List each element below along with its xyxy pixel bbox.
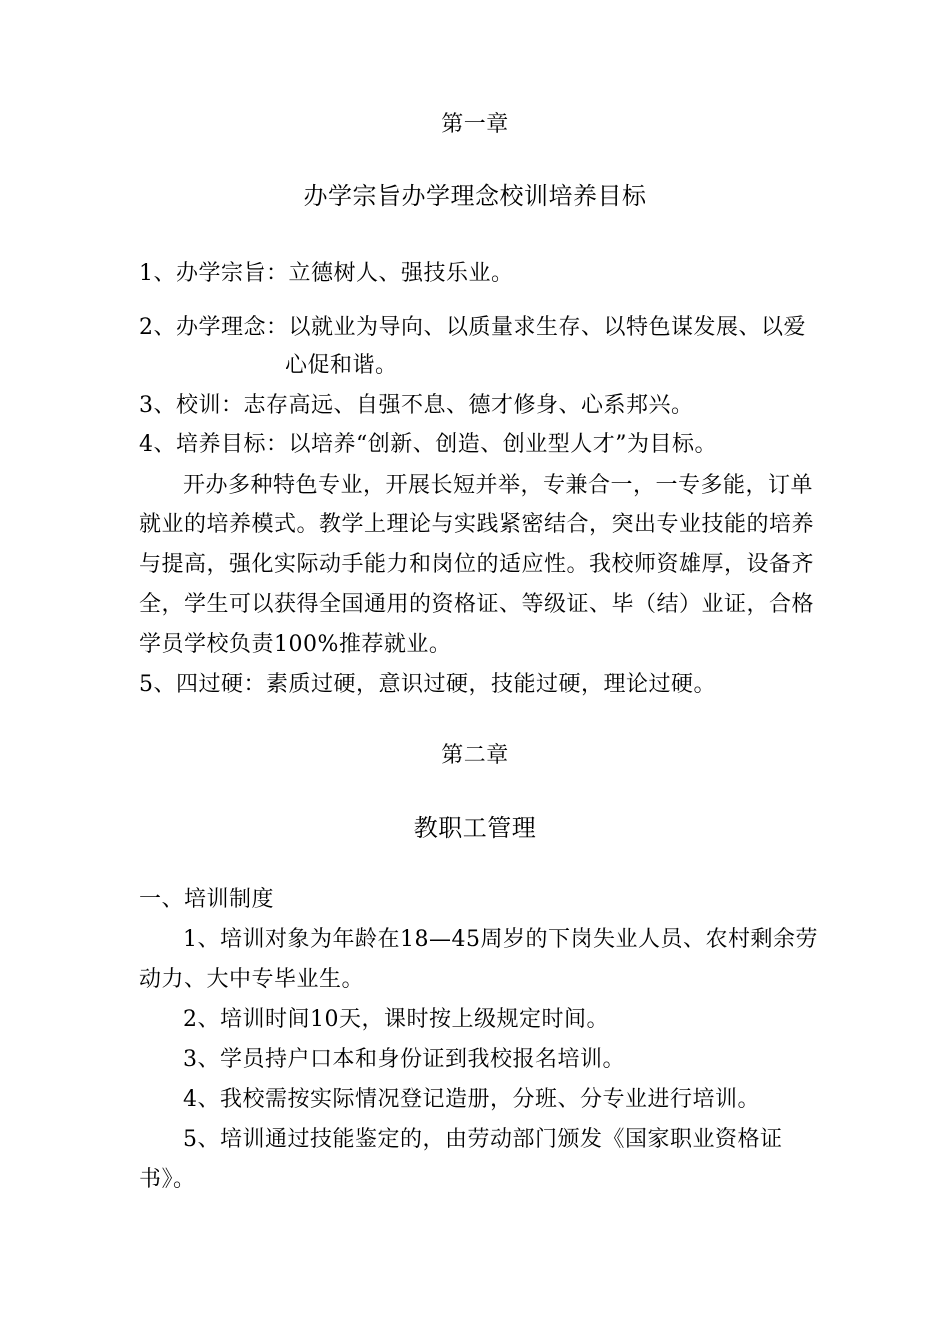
chapter-2-heading: 第二章 [441, 743, 509, 768]
paragraph-line: 开办多种特色专业，开展长短并举，专兼合一，一专多能，订单 [183, 473, 814, 498]
item-2-school-philosophy: 2、办学理念：以就业为导向、以质量求生存、以特色谋发展、以爱 [139, 315, 806, 340]
paragraph-line: 学员学校负责100%推荐就业。 [139, 632, 452, 657]
training-rule-line: 1、培训对象为年龄在18—45周岁的下岗失业人员、农村剩余劳 [183, 927, 818, 952]
paragraph-line: 与提高，强化实际动手能力和岗位的适应性。我校师资雄厚，设备齐 [139, 552, 815, 577]
paragraph-line: 全，学生可以获得全国通用的资格证、等级证、毕（结）业证，合格 [139, 592, 815, 617]
item-5-four-excellences: 5、四过硬：素质过硬，意识过硬，技能过硬，理论过硬。 [139, 672, 716, 697]
chapter-2-title: 教职工管理 [413, 814, 537, 842]
training-rule-line: 书》。 [139, 1167, 196, 1192]
training-rule-line: 2、培训时间10天，课时按上级规定时间。 [183, 1007, 609, 1032]
item-3-school-motto: 3、校训：志存高远、自强不息、德才修身、心系邦兴。 [139, 393, 694, 418]
section-1-heading: 一、培训制度 [139, 887, 275, 912]
paragraph-line: 就业的培养模式。教学上理论与实践紧密结合，突出专业技能的培养 [139, 512, 815, 537]
chapter-1-title: 办学宗旨办学理念校训培养目标 [303, 182, 647, 210]
chapter-1-heading: 第一章 [441, 112, 509, 137]
training-rule-line: 5、培训通过技能鉴定的，由劳动部门颁发《国家职业资格证 [183, 1127, 783, 1152]
training-rule-line: 动力、大中专毕业生。 [139, 967, 365, 992]
item-2-school-philosophy-continued: 心促和谐。 [285, 353, 398, 378]
item-4-training-goal: 4、培养目标：以培养“创新、创造、创业型人才”为目标。 [139, 432, 717, 457]
item-1-school-purpose: 1、办学宗旨：立德树人、强技乐业。 [139, 261, 514, 286]
training-rule-line: 3、学员持户口本和身份证到我校报名培训。 [183, 1047, 625, 1072]
training-rule-line: 4、我校需按实际情况登记造册，分班、分专业进行培训。 [183, 1087, 760, 1112]
